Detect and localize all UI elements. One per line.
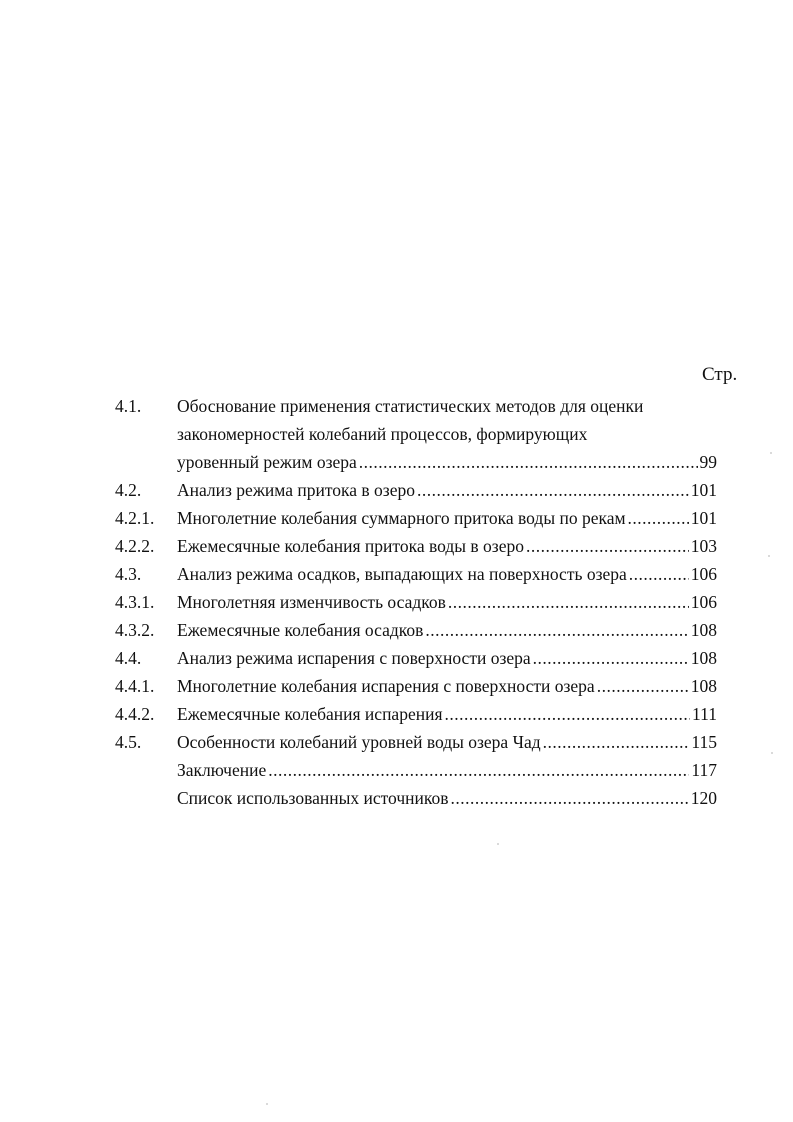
toc-entry-page: 117 [691, 760, 717, 780]
dot-leader [629, 560, 689, 588]
dot-leader [597, 672, 689, 700]
toc-entry-title: Многолетние колебания суммарного притока воды по рекам [177, 508, 626, 528]
toc-entry-title: Заключение [177, 760, 267, 780]
toc-entry-title: Анализ режима испарения с поверхности озера [177, 648, 531, 668]
scan-speck [770, 452, 772, 454]
toc-entry-title-line: закономерностей колебаний процессов, формирующих [177, 424, 588, 444]
toc-entry-title: Особенности колебаний уровней воды озера Чад [177, 732, 541, 752]
scan-speck [771, 752, 773, 754]
toc-entry-title: Многолетняя изменчивость осадков [177, 592, 446, 612]
toc-entry-number: 4.2.1. [115, 508, 155, 528]
dot-leader [417, 476, 689, 504]
toc-entry [0, 560, 793, 588]
toc-entry-page: 101 [690, 508, 717, 528]
toc-entry-number: 4.4. [115, 648, 142, 668]
toc-entry-page: 108 [690, 620, 717, 640]
toc-entry-title: Список использованных источников [177, 788, 449, 808]
page-column-label: Стр. [702, 364, 738, 385]
toc-entry-page: 108 [690, 676, 717, 696]
toc-entry [0, 644, 793, 672]
toc-entry-number: 4.5. [115, 732, 142, 752]
toc-entry [0, 504, 793, 532]
toc-entry-number: 4.4.2. [115, 704, 155, 724]
dot-leader [448, 588, 689, 616]
toc-entry-page: 115 [691, 732, 717, 752]
toc-entry-number: 4.3.1. [115, 592, 155, 612]
toc-entry-number: 4.2.2. [115, 536, 155, 556]
toc-entry-title: Анализ режима осадков, выпадающих на поверхность озера [177, 564, 627, 584]
toc-entry-page: 99 [699, 452, 717, 472]
toc-entry-number: 4.4.1. [115, 676, 155, 696]
toc-entry-number: 4.3.2. [115, 620, 155, 640]
dot-leader [526, 532, 689, 560]
toc-entry-title: Анализ режима притока в озеро [177, 480, 415, 500]
toc-entry-number: 4.3. [115, 564, 142, 584]
toc-entry-title: Ежемесячные колебания испарения [177, 704, 443, 724]
dot-leader [533, 644, 689, 672]
toc-entry [0, 784, 793, 812]
toc-entry [0, 756, 793, 784]
scan-speck [497, 843, 499, 845]
dot-leader [268, 756, 689, 784]
toc-entry-page: 106 [690, 592, 717, 612]
toc-entry [0, 672, 793, 700]
toc-entry-page: 101 [690, 480, 717, 500]
toc-entry [0, 392, 793, 476]
toc-entry [0, 700, 793, 728]
dot-leader [451, 784, 689, 812]
toc-entry-page: 120 [690, 788, 717, 808]
scan-speck [266, 1103, 268, 1105]
toc-entry-number: 4.2. [115, 480, 142, 500]
scan-speck [768, 555, 770, 557]
table-of-contents [0, 392, 793, 812]
dot-leader [425, 616, 688, 644]
toc-entry-title: Ежемесячные колебания осадков [177, 620, 424, 640]
toc-entry-page: 106 [690, 564, 717, 584]
toc-entry-title: Многолетние колебания испарения с поверхности озера [177, 676, 595, 696]
toc-entry-number: 4.1. [115, 396, 142, 416]
toc-entry-page: 103 [690, 536, 717, 556]
toc-entry-title: Ежемесячные колебания притока воды в озеро [177, 536, 524, 556]
toc-entry [0, 588, 793, 616]
dot-leader [628, 504, 689, 532]
dot-leader [359, 448, 698, 476]
toc-entry [0, 532, 793, 560]
toc-entry-page: 111 [692, 704, 717, 724]
toc-entry-title-line: уровенный режим озера [177, 452, 357, 472]
toc-entry [0, 728, 793, 756]
toc-entry-title-line: Обоснование применения статистических методов для оценки [177, 396, 644, 416]
dot-leader [543, 728, 690, 756]
dot-leader [445, 700, 691, 728]
toc-entry-page: 108 [690, 648, 717, 668]
toc-entry [0, 616, 793, 644]
toc-entry [0, 476, 793, 504]
